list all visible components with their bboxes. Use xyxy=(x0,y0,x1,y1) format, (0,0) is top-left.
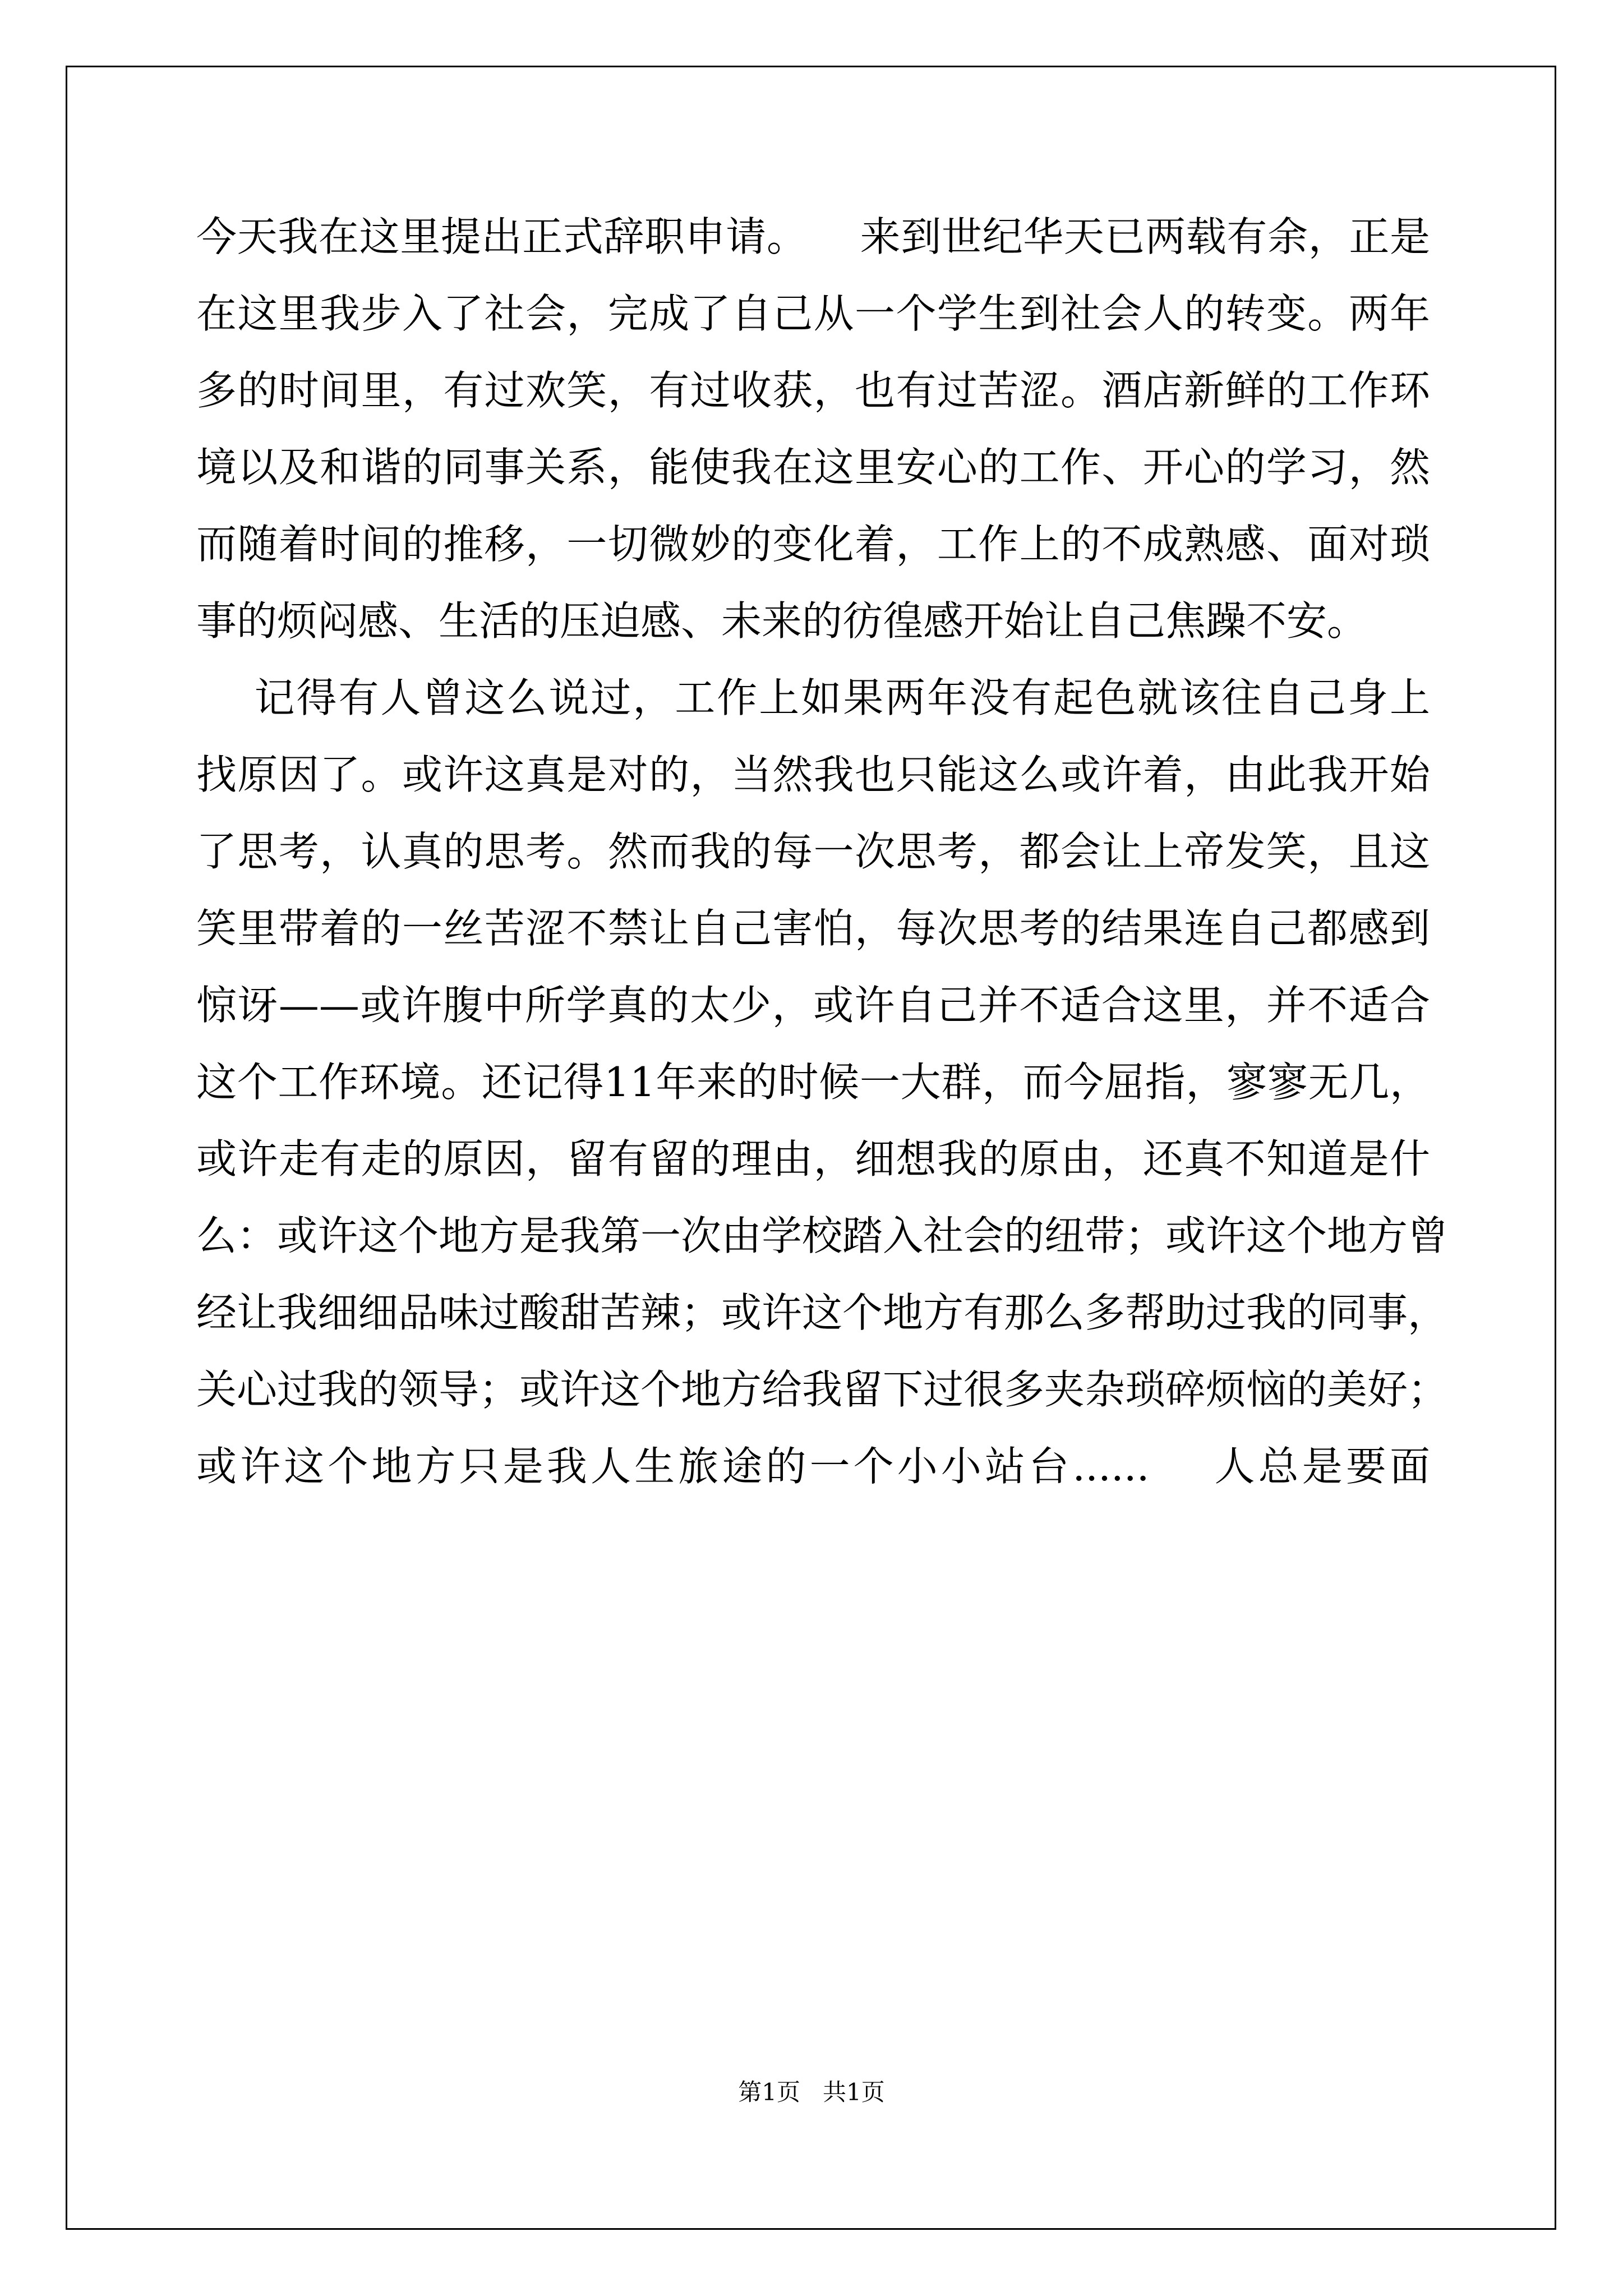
body-line: 或许走有走的原因，留有留的理由，细想我的原由，还真不知道是什 xyxy=(196,1135,1430,1182)
body-line: 今天我在这里提出正式辞职申请。 来到世纪华天已两载有余，正是 xyxy=(196,213,1430,260)
body-line: 关心过我的领导；或许这个地方给我留下过很多夹杂琐碎烦恼的美好； xyxy=(196,1366,1449,1413)
body-line: 了思考，认真的思考。然而我的每一次思考，都会让上帝发笑，且这 xyxy=(196,828,1430,875)
body-line: 找原因了。或许这真是对的，当然我也只能这么或许着，由此我开始 xyxy=(196,751,1430,798)
body-line: 惊讶——或许腹中所学真的太少，或许自己并不适合这里，并不适合 xyxy=(196,982,1430,1029)
page-footer: 第1页 共1页 xyxy=(738,2078,885,2106)
body-line: 么：或许这个地方是我第一次由学校踏入社会的纽带；或许这个地方曾 xyxy=(196,1212,1449,1259)
body-line: 或许这个地方只是我人生旅途的一个小小站台...... 人总是要面 xyxy=(196,1443,1430,1490)
body-line: 事的烦闷感、生活的压迫感、未来的彷徨感开始让自己焦躁不安。 xyxy=(196,597,1368,645)
body-line: 这个工作环境。还记得11年来的时候一大群，而今屈指，寥寥无几， xyxy=(196,1059,1430,1106)
body-line: 多的时间里，有过欢笑，有过收获，也有过苦涩。酒店新鲜的工作环 xyxy=(196,367,1430,414)
body-line: 境以及和谐的同事关系，能使我在这里安心的工作、开心的学习，然 xyxy=(196,444,1430,491)
body-line: 经让我细细品味过酸甜苦辣；或许这个地方有那么多帮助过我的同事， xyxy=(196,1289,1449,1336)
body-line: 而随着时间的推移，一切微妙的变化着，工作上的不成熟感、面对琐 xyxy=(196,521,1430,568)
body-line: 记得有人曾这么说过，工作上如果两年没有起色就该往自己身上 xyxy=(196,674,1430,721)
body-line: 在这里我步入了社会，完成了自己从一个学生到社会人的转变。两年 xyxy=(196,290,1430,337)
body-line: 笑里带着的一丝苦涩不禁让自己害怕，每次思考的结果连自己都感到 xyxy=(196,905,1430,952)
